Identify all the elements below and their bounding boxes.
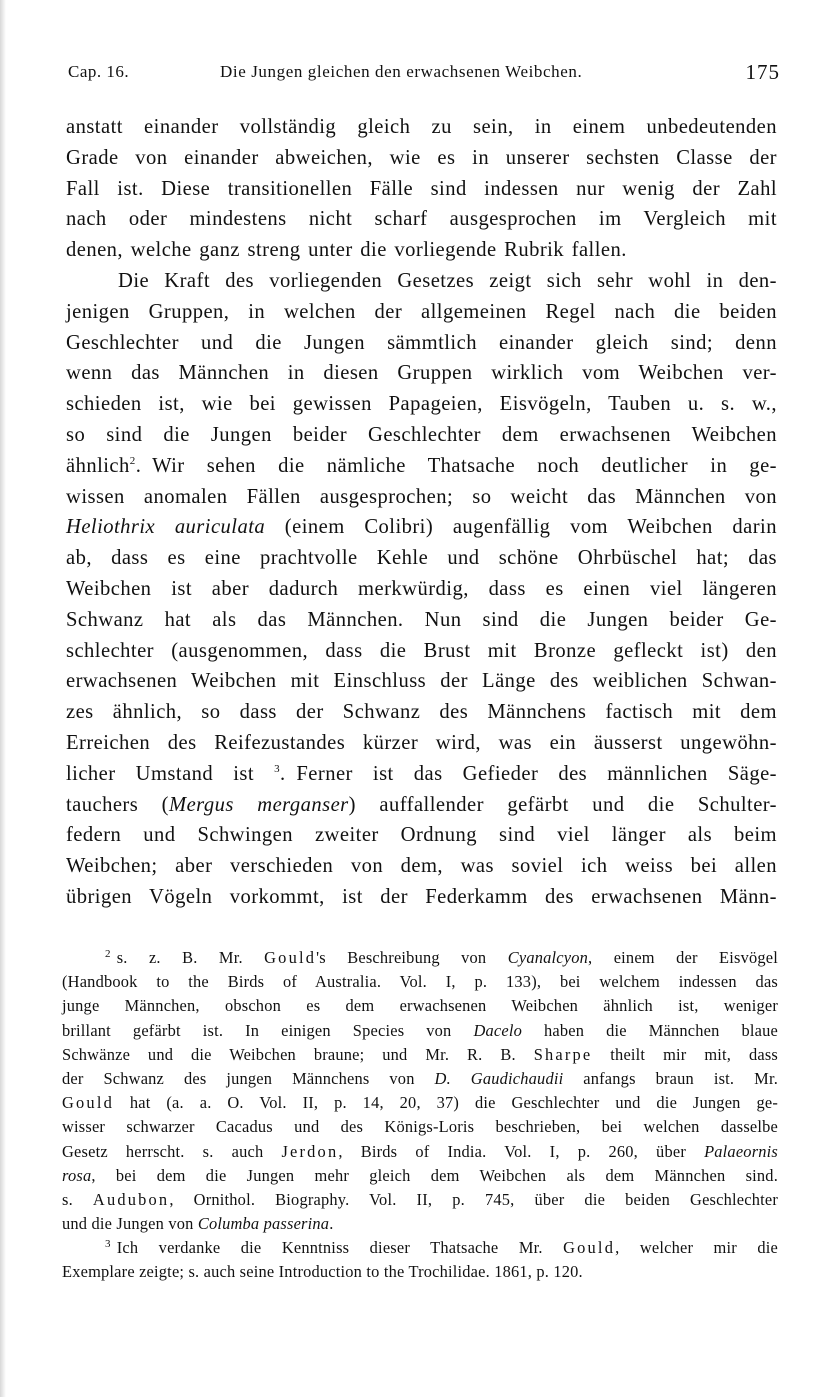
text-fragment: hat (a. a. O. Vol. II, p. 14, 20, 37) die Geschlechter und die Jungen ge-	[113, 1093, 778, 1113]
text-fragment: theilt mir mit, dass	[592, 1044, 778, 1064]
footnote-line	[62, 1019, 778, 1043]
text-fragment: , Birds of India. Vol. I, p. 260, über	[338, 1141, 705, 1161]
text-fragment: und die Jungen von	[62, 1214, 198, 1234]
author-name: Gould	[563, 1238, 616, 1258]
species-name-mergus: Mergus merganser	[168, 793, 349, 816]
text-fragment: tauchers (	[66, 793, 169, 816]
chapter-label: Cap. 16.	[68, 62, 130, 81]
scan-edge-shadow	[0, 0, 6, 1397]
footnote-line: Exemplare zeigte; s. auch seine Introduction to the Trochilidae. 1861, p. 120.	[62, 1262, 583, 1282]
text-line: Schwanz hat als das Männchen. Nun sind die Jungen beider Ge-	[66, 608, 777, 631]
text-fragment: brillant gefärbt ist. In einigen Species von	[62, 1020, 474, 1040]
genus-name: Palaeornis	[704, 1141, 778, 1161]
footnote-line	[62, 1067, 778, 1091]
species-name-heliothrix: Heliothrix auriculata	[66, 516, 266, 539]
footnote-line	[62, 1164, 778, 1188]
text-fragment: , einem der Eisvögel	[588, 948, 778, 967]
text-line: zes ähnlich, so dass der Schwanz des Männchens factisch mit dem	[66, 701, 777, 724]
species-epithet: rosa	[62, 1165, 92, 1185]
text-line: ähnlich$^2$. Wir sehen die nämliche Thatsache noch deutlicher in ge-	[66, 454, 777, 477]
text-line	[66, 790, 777, 821]
footnote-2	[62, 946, 778, 970]
running-title: Die Jungen gleichen den erwachsenen Weibchen.	[220, 62, 583, 81]
footnote-ref-3[interactable]: 3	[274, 762, 281, 775]
text-line: so sind die Jungen beider Geschlechter dem erwachsenen Weibchen	[66, 423, 777, 446]
text-fragment: Gesetz herrscht. s. auch	[62, 1141, 282, 1161]
footnote-mark: 2	[105, 948, 111, 960]
footnote-line	[62, 1188, 778, 1212]
text-line: licher Umstand ist $^3$. Ferner ist das Gefieder des männlichen Säge-	[66, 762, 777, 785]
text-fragment: Ferner ist das Gefieder des männlichen Säge-	[296, 762, 777, 785]
footnotes	[62, 946, 778, 1285]
text-line: schieden ist, wie bei gewissen Papageien, Eisvögeln, Tauben u. s. w.,	[66, 393, 777, 416]
genus-name: Dacelo	[473, 1020, 522, 1040]
genus-name: Cyanalcyon	[507, 948, 589, 967]
author-name: Jerdon	[281, 1141, 339, 1161]
text-fragment: Schwänze und die Weibchen braune; und Mr. R. B.	[62, 1044, 534, 1064]
text-fragment: .	[329, 1214, 334, 1234]
text-fragment: Wir sehen die nämliche Thatsache noch deutlicher in ge-	[152, 454, 777, 477]
footnote-line	[62, 1091, 778, 1115]
text-fragment: licher Umstand ist	[66, 762, 255, 785]
footnote-3	[62, 1236, 778, 1260]
text-line: Weibchen ist aber dadurch merkwürdig, dass es einen viel längeren	[66, 577, 777, 600]
author-name: Gould	[264, 948, 317, 967]
text-line: Fall ist. Diese transitionellen Fälle sind indessen nur wenig der Zahl	[66, 177, 777, 200]
text-line: Geschlechter und die Jungen sämmtlich einander gleich sind; denn	[66, 331, 777, 354]
text-line: Weibchen; aber verschieden von dem, was soviel ich weiss bei allen	[66, 855, 777, 878]
text-fragment: s.	[62, 1189, 93, 1209]
species-name: D. Gaudichaudii	[434, 1068, 564, 1088]
footnote-mark: 3	[105, 1238, 111, 1251]
text-line: Die Kraft des vorliegenden Gesetzes zeigt sich sehr wohl in den-	[118, 269, 777, 292]
text-line: jenigen Gruppen, in welchen der allgemeinen Regel nach die beiden	[66, 300, 777, 323]
text-fragment: (einem Colibri) augenfällig vom Weibchen darin	[284, 516, 777, 539]
main-text	[66, 112, 777, 913]
footnote-line: wisser schwarzer Cacadus und des Königs-Loris beschrieben, bei welchen dasselbe	[62, 1117, 778, 1137]
text-fragment: , bei dem die Jungen mehr gleich dem Weibchen als dem Männchen sind.	[91, 1165, 778, 1185]
page-number: 175	[745, 60, 780, 84]
text-line: wissen anomalen Fällen ausgesprochen; so weicht das Männchen von	[66, 485, 777, 508]
text-line: wenn das Männchen in diesen Gruppen wirklich vom Weibchen ver-	[66, 362, 777, 385]
text-fragment: , welcher mir die	[615, 1238, 778, 1258]
text-line: übrigen Vögeln vorkommt, ist der Federkamm des erwachsenen Männ-	[66, 885, 777, 908]
text-line: schlechter (ausgenommen, dass die Brust mit Bronze gefleckt ist) den	[66, 639, 777, 662]
running-header	[68, 62, 780, 92]
text-fragment: haben die Männchen blaue	[521, 1020, 778, 1040]
author-name: Audubon	[92, 1189, 170, 1209]
text-fragment: anfangs braun ist. Mr.	[563, 1068, 778, 1088]
text-line: denen, welche ganz streng unter die vorliegende Rubrik fallen.	[66, 239, 627, 262]
footnote-line: (Handbook to the Birds of Australia. Vol. I, p. 133), bei welchem indessen das	[62, 972, 778, 992]
text-fragment: , Ornithol. Biography. Vol. II, p. 745, über die beiden Geschlechter	[169, 1189, 778, 1209]
text-line: Erreichen des Reifezustandes kürzer wird, was ein äusserst ungewöhn-	[66, 731, 777, 754]
text-line	[66, 512, 777, 543]
text-fragment: s. z. B. Mr.	[116, 948, 265, 967]
footnote-line	[62, 1140, 778, 1164]
text-line: federn und Schwingen zweiter Ordnung sind viel länger als beim	[66, 824, 777, 847]
footnote-line	[62, 1212, 778, 1236]
text-line: Grade von einander abweichen, wie es in unserer sechsten Classe der	[66, 146, 777, 169]
footnote-ref-2[interactable]: 2	[129, 454, 136, 467]
text-fragment: Ich verdanke die Kenntniss dieser Thatsache Mr.	[116, 1238, 564, 1258]
species-name: Columba passerina	[197, 1214, 330, 1234]
footnote-line: junge Männchen, obschon es dem erwachsenen Weibchen ähnlich ist, weniger	[62, 996, 778, 1016]
text-fragment: ähnlich	[66, 454, 130, 477]
text-fragment: 's Beschreibung von	[316, 948, 508, 967]
text-fragment: ) auffallender gefärbt und die Schulter-	[348, 793, 777, 816]
text-fragment: der Schwanz des jungen Männchens von	[62, 1068, 435, 1088]
text-line: nach oder mindestens nicht scharf ausgesprochen im Vergleich mit	[66, 208, 777, 231]
author-name: Sharpe	[533, 1044, 593, 1064]
text-line: ab, dass es eine prachtvolle Kehle und schöne Ohrbüschel hat; das	[66, 547, 777, 570]
text-line: erwachsenen Weibchen mit Einschluss der Länge des weiblichen Schwan-	[66, 670, 777, 693]
footnote-line	[62, 1043, 778, 1067]
author-name: Gould	[62, 1093, 114, 1113]
text-line: anstatt einander vollständig gleich zu sein, in einem unbedeutenden	[66, 116, 777, 138]
